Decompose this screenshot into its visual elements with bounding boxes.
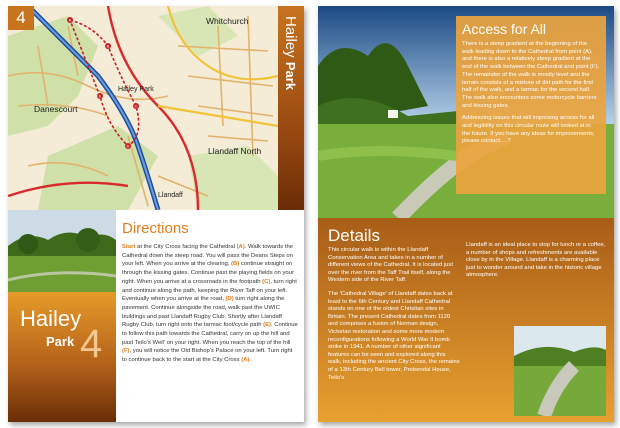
directions-highlight: (F) (122, 348, 130, 355)
page-number: 4 (8, 6, 34, 30)
side-title-band (278, 6, 304, 210)
map-label-whitchurch: Whitchurch (206, 16, 249, 26)
details-column-2 (466, 242, 606, 286)
access-paragraph-1: There is a steep gradient at the beginning of the walk leading down to the Cathedral from point (A), and there is also a relatively steep gradient at the end of the walk between the Cathedral and point (F). The remainder of the walk is mostly level and the terrain consists of a mixture of dirt path for the first half of the walk, and a tarmac for the second half. The walk also encounters some motorcycle barriers and kissing gates. (462, 41, 600, 109)
route-map (8, 6, 278, 210)
park-photo-drawing (8, 210, 116, 292)
access-paragraph-2: Addressing issues that will improving access for all and legibility on this circular route will looked at in the future. If you have any ideas for improvements, please contact….? (462, 115, 595, 145)
directions-highlight: (E) (263, 322, 271, 329)
map-label-hailey-park: Hailey Park (118, 86, 154, 93)
directions-highlight: Start (122, 244, 136, 250)
details-paragraph-1: This circular walk is within the Llandaff Conservation Area and takes in a number of different views of the Cathedral. It is located just over the river from the Taff Trail itself, along the Western side of the River Taff. (328, 247, 453, 284)
directions-text (122, 243, 298, 365)
directions-segment: , you will notice the Old Bishop's Palace on your left. Turn right to continue back to the start at the City Cross (122, 348, 293, 364)
svg-text:E: E (98, 93, 102, 99)
directions-segment: . Walk towards the Cathedral down the steep road. You will pass the Deans Steps on your left. When you arrive at the clearing, (122, 244, 294, 268)
directions-segment: . Continue to follow this path towards the Cathedral, carry on up the hill and past Teilo's Well' on your right. When you reach the top of the hill (122, 322, 298, 346)
footpath-photo (514, 326, 606, 416)
directions-segment: turn right along the pavement. Continue alongside the road, walk past the UWIC buildings and past Llandaff Rugby Club. Shortly after Llandaff Rugby Club, turn right onto the tarmac foot/cycle path (122, 296, 285, 329)
details-paragraph-3: Llandaff is an ideal place to stop for lunch or a coffee, a number of shops and refreshments are available close by in the Village. Llandaff is a charming place just to wonder around and take in the historic village atmosphere. (466, 242, 606, 279)
directions-highlight: (C) (262, 278, 271, 285)
directions-segment: at the City Cross facing the Cathedral (135, 244, 237, 250)
left-page (8, 6, 304, 422)
brand-box (8, 292, 116, 422)
brand-number: 4 (80, 322, 103, 366)
directions-segment: . (249, 357, 252, 364)
svg-text:B: B (106, 43, 110, 49)
directions-segment: , turn right and continue along the path, keeping the River Taff on your left. Eventually when you arrive at the road, (122, 278, 297, 303)
svg-text:D: D (126, 143, 130, 149)
map-label-llandaff: Llandaff (158, 192, 183, 199)
directions-title: Directions (122, 220, 189, 237)
side-title (282, 16, 299, 90)
right-page (318, 6, 614, 422)
access-for-all-box (456, 16, 606, 194)
directions-section (122, 220, 298, 365)
map-label-llandaff-north: Llandaff North (208, 146, 262, 156)
details-title: Details (328, 226, 380, 245)
directions-highlight: (A) (236, 244, 245, 250)
directions-highlight: (D) (225, 296, 234, 303)
brand-word-park: Park (46, 334, 75, 349)
details-paragraph-2: The 'Cathedral Village' of Llandaff dates back at least to the 6th Century and Llandaff Cathedral stands on one of the oldest Christian sites in Britain. The present Cathedral dates from 1120 and comprises a fusion of Norman design, Victorian restoration and some more modern reconfigurations following a World War II bomb strike in 1941. A number of other significant features can be seen and explored along this walk, including the ancient City Cross, the remains of a 13th Century Bell tower, Prebendal House, Teilo's (328, 290, 460, 381)
directions-highlight: (B) (231, 261, 240, 268)
map-label-danescourt: Danescourt (34, 104, 78, 114)
brand-word-hailey: Hailey (20, 306, 82, 331)
park-photo (8, 210, 116, 292)
footpath-photo-drawing (514, 326, 606, 416)
access-title: Access for All (462, 21, 547, 37)
svg-text:A: A (68, 17, 72, 23)
svg-text:C: C (134, 103, 138, 109)
directions-segment: continue straight on through the kissing gates. Continue past the playing fields on your right. When you arrive at a crossroads in the footpath (122, 261, 294, 285)
directions-highlight: (A) (241, 357, 250, 364)
side-title-text: Hailey (282, 16, 299, 58)
side-title-bold: Park (283, 61, 298, 91)
details-column-1 (328, 247, 460, 388)
